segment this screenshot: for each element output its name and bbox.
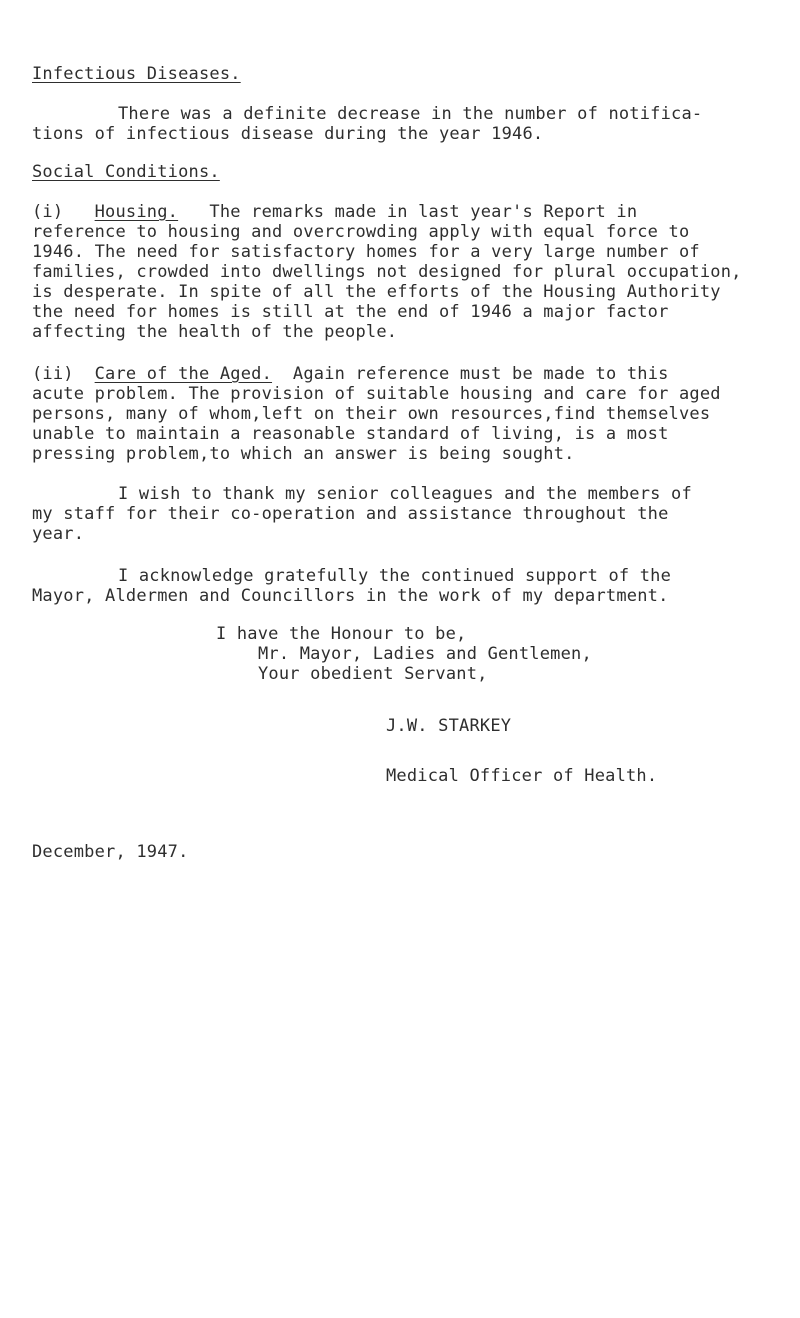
paragraph-line: reference to housing and overcrowding apply with equal force to bbox=[32, 222, 690, 242]
aged-first-line bbox=[32, 364, 669, 384]
paragraph-line: acute problem. The provision of suitable housing and care for aged bbox=[32, 384, 721, 404]
paragraph-line: pressing problem,to which an answer is being sought. bbox=[32, 444, 575, 464]
section-heading-social-conditions: Social Conditions. bbox=[32, 162, 220, 182]
paragraph-text: The remarks made in last year's Report in bbox=[209, 202, 638, 222]
paragraph-line: the need for homes is still at the end of 1946 a major factor bbox=[32, 302, 669, 322]
housing-first-line bbox=[32, 202, 637, 222]
signature-name: J.W. STARKEY bbox=[386, 716, 512, 736]
paragraph-line: There was a definite decrease in the number of notifica- bbox=[118, 104, 703, 124]
closing-line: Your obedient Servant, bbox=[258, 664, 488, 684]
paragraph-line: tions of infectious disease during the year 1946. bbox=[32, 124, 544, 144]
paragraph-line: Mayor, Aldermen and Councillors in the work of my department. bbox=[32, 586, 669, 606]
subheading-housing: Housing. bbox=[94, 202, 179, 222]
paragraph-line: is desperate. In spite of all the efforts of the Housing Authority bbox=[32, 282, 721, 302]
document-date: December, 1947. bbox=[32, 842, 189, 862]
paragraph-line: families, crowded into dwellings not designed for plural occupation, bbox=[32, 262, 742, 282]
paragraph-line: persons, many of whom,left on their own resources,find themselves bbox=[32, 404, 711, 424]
item-number: (i) bbox=[32, 202, 64, 222]
paragraph-line: my staff for their co-operation and assistance throughout the bbox=[32, 504, 669, 524]
closing-line: Mr. Mayor, Ladies and Gentlemen, bbox=[258, 644, 592, 664]
item-number: (ii) bbox=[32, 364, 74, 384]
paragraph-line: 1946. The need for satisfactory homes for a very large number of bbox=[32, 242, 700, 262]
closing-line: I have the Honour to be, bbox=[216, 624, 467, 644]
paragraph-line: unable to maintain a reasonable standard of living, is a most bbox=[32, 424, 669, 444]
signature-title: Medical Officer of Health. bbox=[386, 766, 658, 786]
paragraph-line: year. bbox=[32, 524, 85, 544]
paragraph-line: I acknowledge gratefully the continued support of the bbox=[118, 566, 672, 586]
paragraph-text: Again reference must be made to this bbox=[292, 364, 669, 384]
paragraph-line: affecting the health of the people. bbox=[32, 322, 398, 342]
subheading-care-of-the-aged: Care of the Aged. bbox=[94, 364, 273, 384]
section-heading-infectious-diseases: Infectious Diseases. bbox=[32, 64, 241, 84]
paragraph-line: I wish to thank my senior colleagues and the members of bbox=[118, 484, 692, 504]
